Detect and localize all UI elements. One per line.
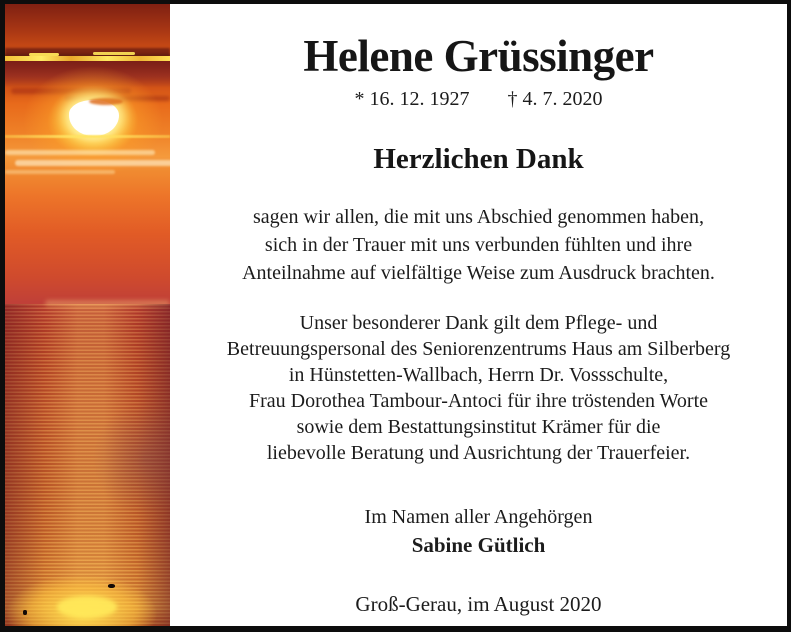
place-and-date: Groß-Gerau, im August 2020: [355, 592, 602, 616]
text-line: sagen wir allen, die mit uns Abschied genommen haben,: [252, 206, 704, 228]
text-line: sich in der Trauer mit uns verbunden fühlten und ihre: [264, 234, 693, 256]
bird-silhouette: [108, 584, 115, 588]
light-cloud-streak: [5, 170, 115, 174]
life-dates: [170, 88, 787, 111]
notice-text-area: [170, 4, 787, 626]
text-line: liebevolle Beratung und Ausrichtung der Trauerfeier.: [266, 442, 691, 464]
sea-gold-highlight: [57, 596, 117, 618]
death-date: † 4. 7. 2020: [507, 88, 603, 110]
sunset-photo: [5, 4, 170, 626]
text-line: Betreuungspersonal des Seniorenzentrums Haus am Silberberg: [226, 338, 731, 360]
thanks-paragraph-2: [170, 310, 787, 466]
text-line: Unser besonderer Dank gilt dem Pflege- und: [299, 312, 658, 334]
yellow-cloud-line: [5, 56, 170, 61]
signature-name: Sabine Gütlich: [411, 533, 546, 557]
sea-grey-tint: [75, 384, 170, 534]
text-line: in Hünstetten-Wallbach, Herrn Dr. Vossschulte,: [288, 364, 669, 386]
birth-date: * 16. 12. 1927: [354, 88, 470, 110]
deceased-name: Helene Grüssinger: [303, 31, 654, 81]
thanks-heading: Herzlichen Dank: [373, 143, 584, 175]
light-cloud-streak: [15, 160, 170, 166]
bird-silhouette: [23, 610, 27, 615]
thanks-paragraph-1: [170, 203, 787, 287]
bright-horizon-line: [5, 135, 170, 138]
text-line: sowie dem Bestattungsinstitut Krämer für die: [296, 416, 661, 438]
text-line: Anteilnahme auf vielfältige Weise zum Ausdruck brachten.: [242, 262, 715, 284]
cloud-over-sun: [89, 98, 123, 105]
yellow-cloud-fragment: [93, 52, 135, 55]
closing-line: Im Namen aller Angehörgen: [364, 506, 593, 528]
text-line: Frau Dorothea Tambour-Antoci für ihre tröstenden Worte: [248, 390, 709, 412]
yellow-cloud-fragment: [29, 53, 59, 56]
light-cloud-streak: [5, 150, 155, 155]
